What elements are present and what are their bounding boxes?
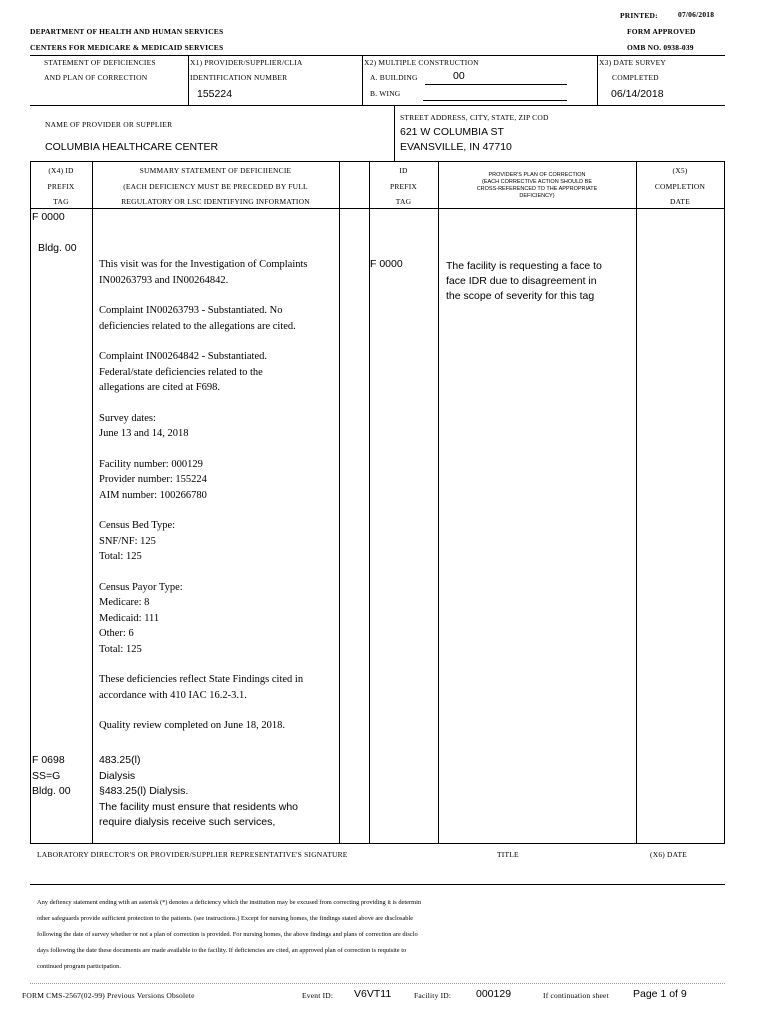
provider-name-label: NAME OF PROVIDER OR SUPPLIER bbox=[45, 120, 173, 129]
col-line bbox=[339, 161, 340, 844]
department-title: DEPARTMENT OF HEALTH AND HUMAN SERVICES bbox=[30, 27, 224, 36]
summary-paragraph: Facility number: 000129 Provider number: 155224 AIM number: 100266780 bbox=[99, 458, 207, 501]
x6-date-label: (X6) DATE bbox=[650, 850, 688, 859]
plan-header bbox=[438, 172, 636, 200]
facility-id-label: Facility ID: bbox=[414, 991, 452, 1000]
building-value: 00 bbox=[453, 70, 465, 82]
x1-label-2: IDENTIFICATION NUMBER bbox=[190, 73, 288, 82]
building-label: A. BUILDING bbox=[370, 73, 418, 82]
director-signature-label: LABORATORY DIRECTOR'S OR PROVIDER/SUPPLIER REPRESENTATIVE'S SIGNATURE bbox=[37, 850, 348, 859]
box-divider bbox=[362, 55, 363, 105]
plan-of-correction-text: The facility is requesting a face to face IDR due to disagreement in the scope of severity for this tag bbox=[446, 260, 602, 302]
disclaimer-line: other safeguards provide sufficient protection to the patients. (see instructions.) Except for nursing homes, the findings stated above are disclosable bbox=[37, 915, 414, 922]
survey-date-value: 06/14/2018 bbox=[611, 88, 664, 100]
summary-paragraph: Complaint IN00264842 - Substantiated. Federal/state deficiencies related to the allegations are cited at F698. bbox=[99, 351, 267, 393]
disclaimer-line: following the date of survey whether or not a plan of correction is provided. For nursing homes, the above findings and plans of correction are disclo bbox=[37, 931, 418, 938]
f698-statement: 483.25(l) Dialysis §483.25(l) Dialysis. The facility must ensure that residents who require dialysis receive such services, bbox=[99, 754, 299, 828]
page-number: Page 1 of 9 bbox=[633, 988, 687, 1000]
event-id-value: V6VT11 bbox=[354, 988, 392, 1000]
printed-label: PRINTED: bbox=[620, 11, 658, 20]
summary-header-3: REGULATORY OR LSC IDENTIFYING INFORMATION bbox=[121, 197, 310, 206]
tag-f0698: F 0698 bbox=[32, 754, 65, 766]
col-line bbox=[724, 161, 725, 844]
disclaimer bbox=[37, 895, 727, 975]
x2-label: X2) MULTIPLE CONSTRUCTION bbox=[364, 58, 479, 67]
plan-header-4: DEFICIENCY) bbox=[519, 193, 555, 199]
title-label: TITLE bbox=[497, 850, 519, 859]
col-line bbox=[636, 161, 637, 844]
box-divider bbox=[188, 55, 189, 105]
box-top-line bbox=[30, 55, 725, 56]
wing-label: B. WING bbox=[370, 89, 401, 98]
header-bottom-line bbox=[30, 208, 725, 209]
id-header-3: TAG bbox=[395, 197, 412, 206]
x5-header-2: COMPLETION bbox=[654, 182, 706, 191]
summary-statement bbox=[99, 257, 337, 749]
plan-header-3: CROSS-REFERENCED TO THE APPROPRIATE bbox=[476, 186, 598, 192]
wing-underline bbox=[423, 100, 567, 101]
signature-bottom-line bbox=[30, 884, 725, 885]
tag-f0000: F 0000 bbox=[32, 211, 65, 223]
centers-title: CENTERS FOR MEDICARE & MEDICAID SERVICES bbox=[30, 43, 224, 52]
disclaimer-line: continued program participation. bbox=[37, 963, 121, 970]
disclaimer-line: Any defiency statement ending with an asterisk (*) denotes a deficiency which the institution may be excused from correcting providing it is determin bbox=[37, 899, 422, 906]
x4-header-3: TAG bbox=[53, 197, 69, 206]
id-header-2: PREFIX bbox=[389, 182, 418, 191]
summary-paragraph: Census Bed Type: SNF/NF: 125 Total: 125 bbox=[99, 520, 176, 562]
col-line bbox=[92, 161, 93, 844]
event-id-label: Event ID: bbox=[302, 991, 334, 1000]
statement-label-1: STATEMENT OF DEFICIENCIES bbox=[44, 58, 156, 67]
plan-header-2: (EACH CORRECTIVE ACTION SHOULD BE bbox=[481, 179, 593, 185]
x3-label-1: X3) DATE SURVEY bbox=[599, 58, 666, 67]
summary-paragraph: These deficiencies reflect State Findings cited in accordance with 410 IAC 16.2-3.1. bbox=[99, 674, 304, 701]
building-underline bbox=[425, 84, 567, 85]
plan-header-1: PROVIDER'S PLAN OF CORRECTION bbox=[488, 172, 586, 178]
provider-id-value: 155224 bbox=[197, 88, 233, 100]
box-divider bbox=[394, 105, 395, 161]
tag-f0698-block bbox=[32, 753, 71, 800]
x4-header-1: (X4) ID bbox=[48, 166, 74, 175]
x1-label-1: X1) PROVIDER/SUPPLIER/CLIA bbox=[190, 58, 303, 67]
scope-severity: SS=G bbox=[32, 769, 61, 782]
facility-id-value: 000129 bbox=[476, 988, 512, 1000]
summary-paragraph: Complaint IN00263793 - Substantiated. No deficiencies related to the allegations are cited. bbox=[99, 305, 296, 332]
bldg-00: Bldg. 00 bbox=[38, 242, 77, 254]
table-bottom-line bbox=[30, 843, 725, 844]
statement-label-2: AND PLAN OF CORRECTION bbox=[44, 73, 148, 82]
x5-header-1: (X5) bbox=[672, 166, 688, 175]
footer-separator bbox=[30, 983, 725, 984]
summary-paragraph: This visit was for the Investigation of Complaints IN00263793 and IN00264842. bbox=[99, 259, 308, 286]
printed-date: 07/06/2018 bbox=[678, 10, 715, 19]
summary-paragraph: Survey dates: June 13 and 14, 2018 bbox=[99, 412, 189, 439]
summary-header-1: SUMMARY STATEMENT OF DEFICIIENCIE bbox=[139, 166, 292, 175]
address-line-2: EVANSVILLE, IN 47710 bbox=[400, 141, 512, 153]
form-approved: FORM APPROVED bbox=[627, 27, 696, 36]
box-line bbox=[30, 105, 725, 106]
id-header-1: ID bbox=[399, 166, 408, 175]
disclaimer-line: days following the date these documents are made available to the facility. If deficiencies are cited, an approved plan of correction is requisite to bbox=[37, 947, 407, 954]
x4-header-2: PREFIX bbox=[47, 182, 75, 191]
right-tag-f0000: F 0000 bbox=[370, 258, 403, 270]
address-line-1: 621 W COLUMBIA ST bbox=[400, 126, 504, 138]
bldg-00-2: Bldg. 00 bbox=[32, 785, 71, 797]
continuation-label: If continuation sheet bbox=[543, 991, 609, 1000]
form-number: FORM CMS-2567(02-99) Previous Versions Obsolete bbox=[22, 991, 195, 1000]
summary-paragraph: Census Payor Type: Medicare: 8 Medicaid: 111 Other: 6 Total: 125 bbox=[99, 581, 183, 655]
col-line bbox=[30, 161, 31, 844]
omb-number: OMB NO. 0938-039 bbox=[627, 43, 694, 52]
x3-label-2: COMPLETED bbox=[612, 73, 659, 82]
col-line bbox=[438, 161, 439, 844]
box-divider bbox=[597, 55, 598, 105]
summary-paragraph: Quality review completed on June 18, 2018. bbox=[99, 720, 286, 731]
address-label: STREET ADDRESS, CITY, STATE, ZIP COD bbox=[400, 113, 549, 122]
box-line bbox=[30, 161, 725, 162]
summary-header-2: (EACH DEFICIENCY MUST BE PRECEDED BY FULL bbox=[123, 182, 308, 191]
x5-header-3: DATE bbox=[670, 197, 690, 206]
provider-name-value: COLUMBIA HEALTHCARE CENTER bbox=[45, 141, 219, 153]
